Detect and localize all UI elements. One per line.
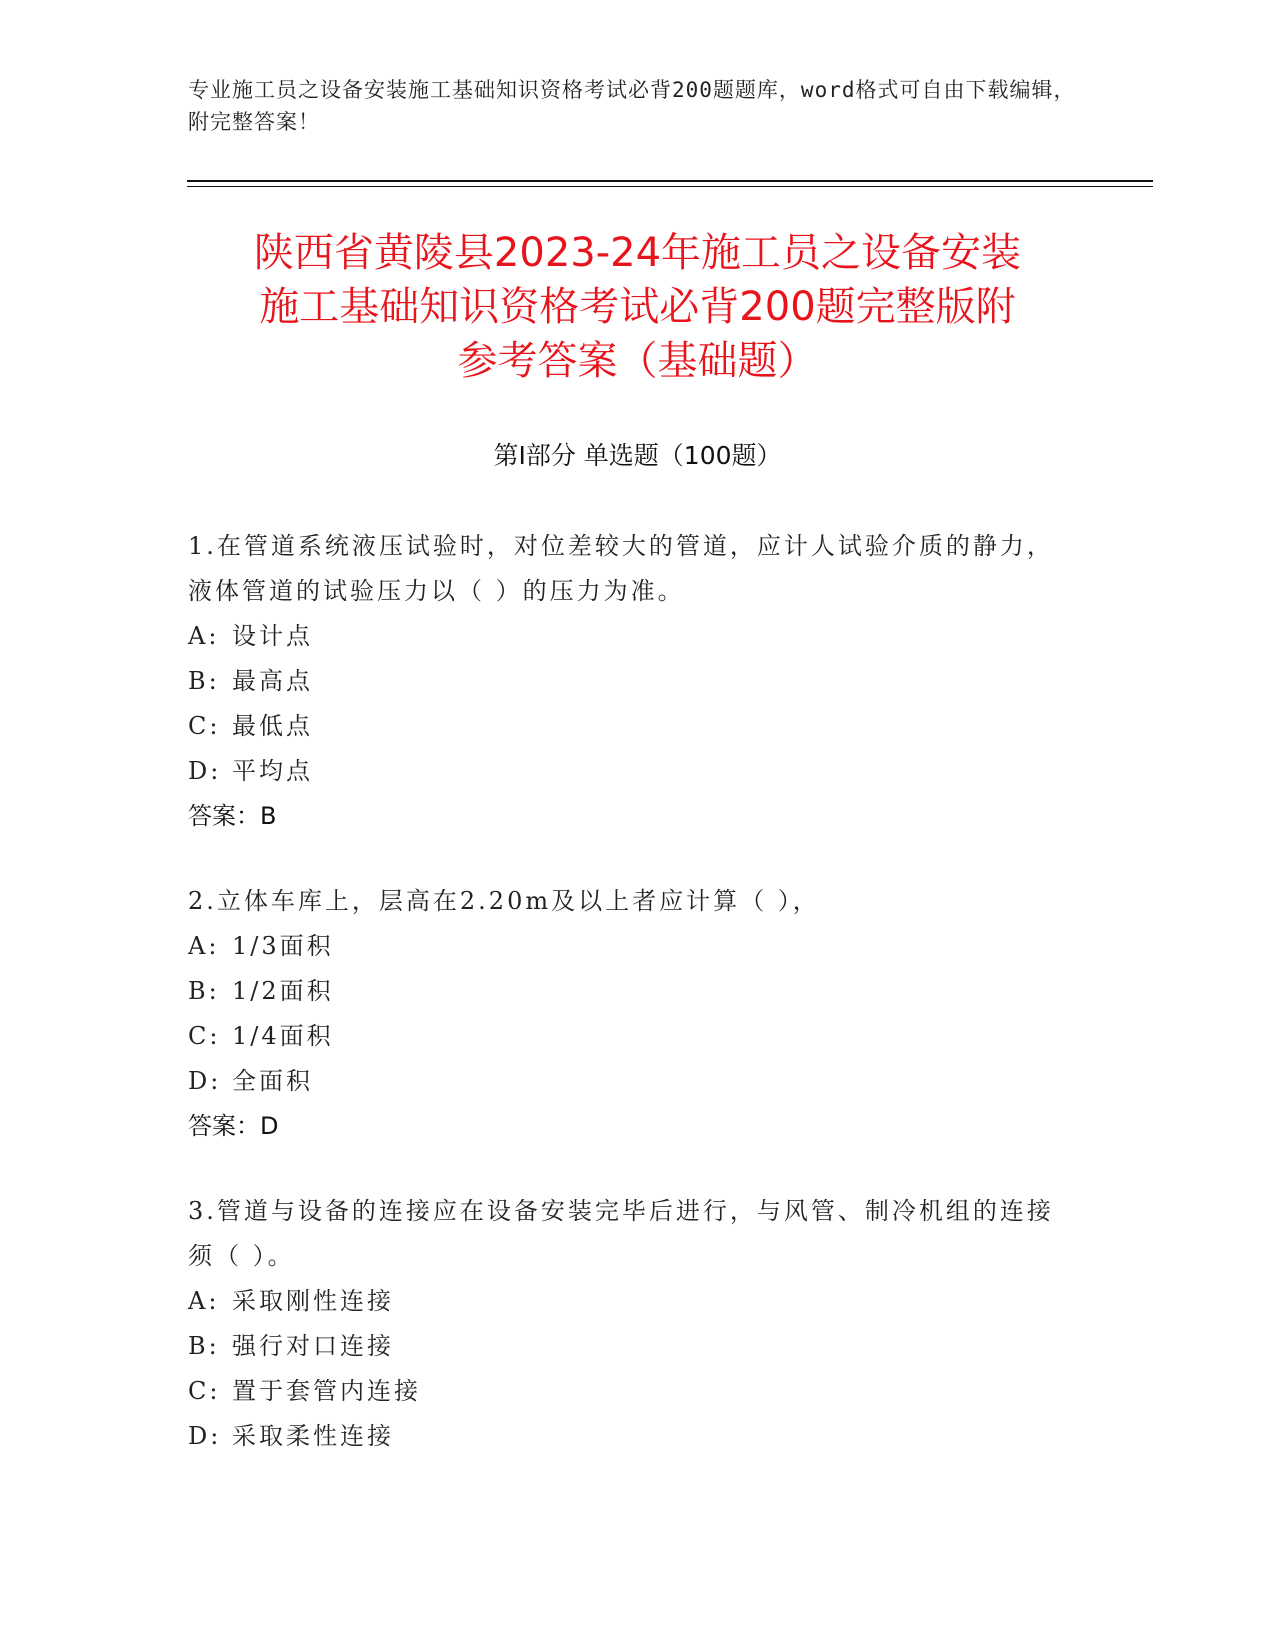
header-note: 专业施工员之设备安装施工基础知识资格考试必背200题题库，word格式可自由下载编辑，附完整答案！ xyxy=(188,78,1076,134)
option-a xyxy=(188,1279,1068,1324)
option-label: 1/3面积 xyxy=(232,932,334,960)
option-d xyxy=(188,1059,1068,1104)
option-label: 全面积 xyxy=(232,1067,313,1095)
option-key: B: xyxy=(188,667,220,695)
option-key: C: xyxy=(188,1377,221,1405)
question-text: 1.在管道系统液压试验时，对位差较大的管道，应计人试验介质的静力，液体管道的试验压力以（ ）的压力为准。 xyxy=(188,532,1054,605)
option-key: C: xyxy=(188,712,221,740)
option-label: 最高点 xyxy=(232,667,313,695)
option-d xyxy=(188,1414,1068,1459)
option-a xyxy=(188,924,1068,969)
option-key: B: xyxy=(188,977,220,1005)
header-divider-thick xyxy=(187,180,1153,182)
option-c xyxy=(188,1014,1068,1059)
option-c xyxy=(188,1369,1068,1414)
option-a xyxy=(188,614,1068,659)
title-line: 施工基础知识资格考试必背200题完整版附 xyxy=(259,284,1016,330)
option-key: C: xyxy=(188,1022,221,1050)
option-label: 强行对口连接 xyxy=(232,1332,394,1360)
section-title: 第Ⅰ部分 单选题（100题） xyxy=(493,441,782,470)
question-text: 2.立体车库上，层高在2.20m及以上者应计算（ ）， xyxy=(188,887,820,915)
option-d xyxy=(188,749,1068,794)
option-key: A: xyxy=(188,932,220,960)
option-key: A: xyxy=(188,1287,220,1315)
option-label: 置于套管内连接 xyxy=(232,1377,421,1405)
option-label: 设计点 xyxy=(232,622,313,650)
option-label: 平均点 xyxy=(232,757,313,785)
option-key: D: xyxy=(188,1067,222,1095)
question-item xyxy=(188,879,1068,1149)
document-title xyxy=(150,226,1125,388)
option-label: 采取柔性连接 xyxy=(232,1422,394,1450)
option-label: 采取刚性连接 xyxy=(232,1287,394,1315)
option-label: 1/4面积 xyxy=(232,1022,334,1050)
title-line: 陕西省黄陵县2023-24年施工员之设备安装 xyxy=(253,230,1022,276)
option-key: D: xyxy=(188,1422,222,1450)
question-item xyxy=(188,1189,1068,1459)
option-b xyxy=(188,969,1068,1014)
answer-text: 答案：D xyxy=(188,1112,279,1140)
option-b xyxy=(188,659,1068,704)
option-key: D: xyxy=(188,757,222,785)
option-key: B: xyxy=(188,1332,220,1360)
option-label: 1/2面积 xyxy=(232,977,334,1005)
title-line: 参考答案（基础题） xyxy=(457,338,818,384)
option-key: A: xyxy=(188,622,220,650)
question-text: 3.管道与设备的连接应在设备安装完毕后进行，与风管、制冷机组的连接须（ ）。 xyxy=(188,1197,1054,1270)
question-item xyxy=(188,524,1068,839)
option-c xyxy=(188,704,1068,749)
option-b xyxy=(188,1324,1068,1369)
option-label: 最低点 xyxy=(232,712,313,740)
question-list xyxy=(188,524,1068,1499)
header-divider-thin xyxy=(187,186,1153,187)
answer-text: 答案：B xyxy=(188,802,277,830)
